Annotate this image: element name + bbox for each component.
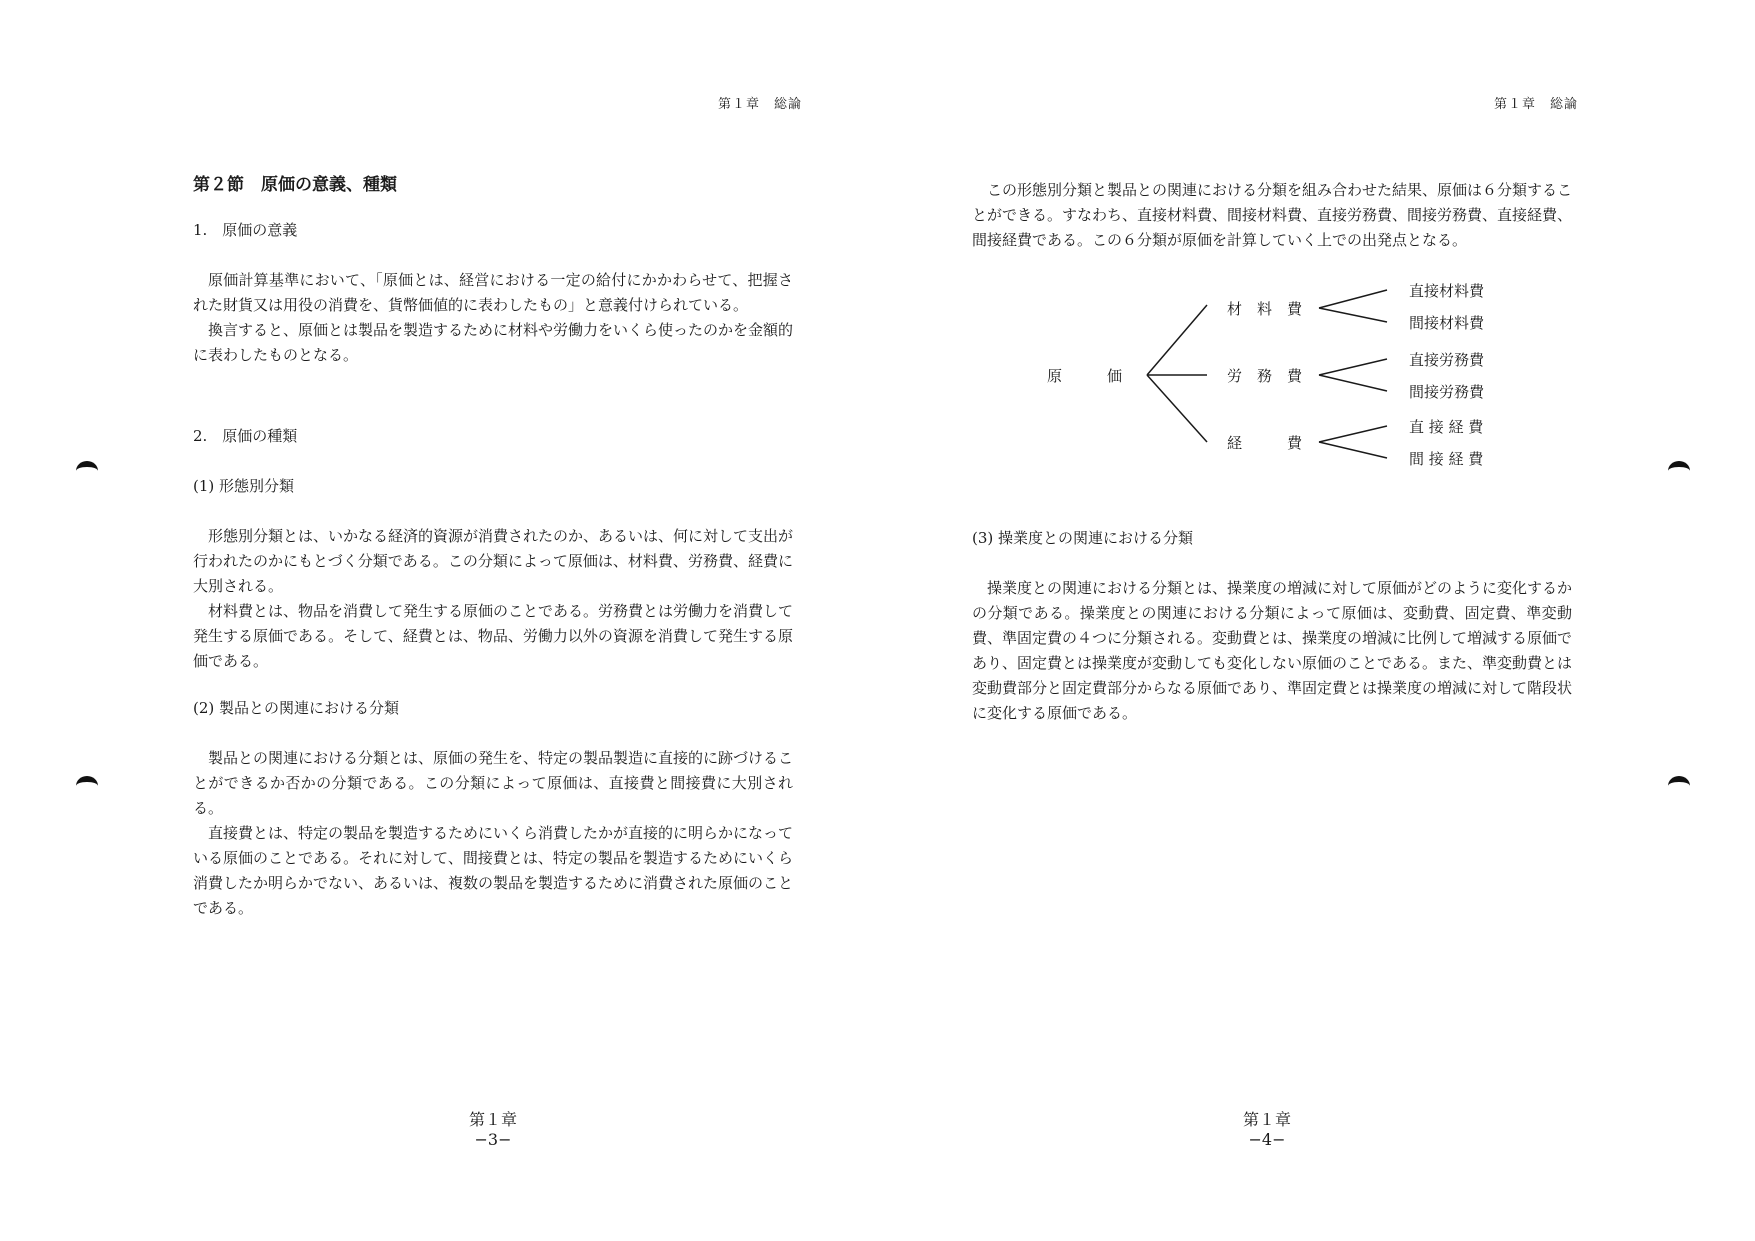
punch-hole-mark: [1668, 461, 1690, 481]
heading-genka-shurui: 2. 原価の種類: [193, 427, 298, 445]
section-title: 第２節 原価の意義、種類: [193, 175, 397, 195]
paragraph: 換言すると、原価とは製品を製造するために材料や労働力をいくら使ったのかを金額的に表わしたものとなる。: [193, 321, 794, 364]
page-number: −3−: [474, 1130, 512, 1149]
running-head: 第１章 総論: [1494, 97, 1579, 112]
page-footer: [433, 1110, 553, 1150]
punch-hole-mark: [1668, 776, 1690, 796]
heading-keitai-betsu: (1) 形態別分類: [193, 477, 295, 495]
punch-hole-mark: [76, 461, 98, 481]
left-page: [0, 0, 877, 1241]
paragraph: この形態別分類と製品との関連における分類を組み合わせた結果、原価は６分類することができる。すなわち、直接材料費、間接材料費、直接労務費、間接労務費、直接経費、間接経費である。この６分類が原価を計算していく上での出発点となる。: [972, 181, 1573, 249]
diagram-leaf-node: 間接材料費: [1409, 314, 1485, 332]
paragraph: 操業度との関連における分類とは、操業度の増減に対して原価がどのように変化するかの分類である。操業度との関連における分類によって原価は、変動費、固定費、準変動費、準固定費の４つに分類される。変動費とは、操業度の増減に比例して増減する原価であり、固定費とは操業度が変動しても変化しない原価のことである。また、準変動費とは変動費部分と固定費部分からなる原価であり、準固定費とは操業度の増減に対して階段状に変化する原価である。: [972, 579, 1573, 722]
cost-classification-diagram: [1037, 272, 1537, 472]
heading-sougyoudo-kanren: (3) 操業度との関連における分類: [972, 529, 1194, 547]
page-number: −4−: [1248, 1130, 1286, 1149]
heading-genka-igi: 1. 原価の意義: [193, 221, 298, 239]
punch-hole-mark: [76, 776, 98, 796]
paragraph: 形態別分類とは、いかなる経済的資源が消費されたのか、あるいは、何に対して支出が行われたのかにもとづく分類である。この分類によって原価は、材料費、労務費、経費に大別される。: [193, 527, 794, 595]
diagram-mid-node: 経 費: [1227, 434, 1303, 452]
right-page: [877, 0, 1755, 1241]
right-content-top: [972, 178, 1572, 253]
diagram-leaf-node: 直 接 経 費: [1409, 418, 1484, 436]
right-content-bottom: [972, 526, 1572, 726]
diagram-mid-node: 材 料 費: [1227, 300, 1303, 318]
diagram-leaf-node: 間 接 経 費: [1409, 450, 1484, 468]
running-head: 第１章 総論: [718, 97, 803, 112]
paragraph: 直接費とは、特定の製品を製造するためにいくら消費したかが直接的に明らかになっている原価のことである。それに対して、間接費とは、特定の製品を製造するためにいくら消費したか明らかでない、あるいは、複数の製品を製造するために消費された原価のことである。: [193, 824, 794, 917]
paragraph: 材料費とは、物品を消費して発生する原価のことである。労務費とは労働力を消費して発生する原価である。そして、経費とは、物品、労働力以外の資源を消費して発生する原価である。: [193, 602, 794, 670]
page-footer: [1207, 1110, 1327, 1150]
paragraph: 原価計算基準において、「原価とは、経営における一定の給付にかかわらせて、把握された財貨又は用役の消費を、貨幣価値的に表わしたもの」と意義付けられている。: [193, 271, 793, 314]
diagram-leaf-node: 間接労務費: [1409, 383, 1485, 401]
diagram-leaf-node: 直接労務費: [1409, 351, 1485, 369]
paragraph: 製品との関連における分類とは、原価の発生を、特定の製品製造に直接的に跡づけることができるか否かの分類である。この分類によって原価は、直接費と間接費に大別される。: [193, 749, 794, 817]
diagram-leaf-node: 直接材料費: [1409, 282, 1485, 300]
left-content: [193, 172, 793, 921]
footer-chapter: 第１章: [468, 1110, 517, 1129]
diagram-mid-node: 労 務 費: [1227, 367, 1303, 385]
diagram-root: 原 価: [1047, 367, 1123, 385]
heading-seihin-kanren: (2) 製品との関連における分類: [193, 699, 400, 717]
footer-chapter: 第１章: [1242, 1110, 1291, 1129]
